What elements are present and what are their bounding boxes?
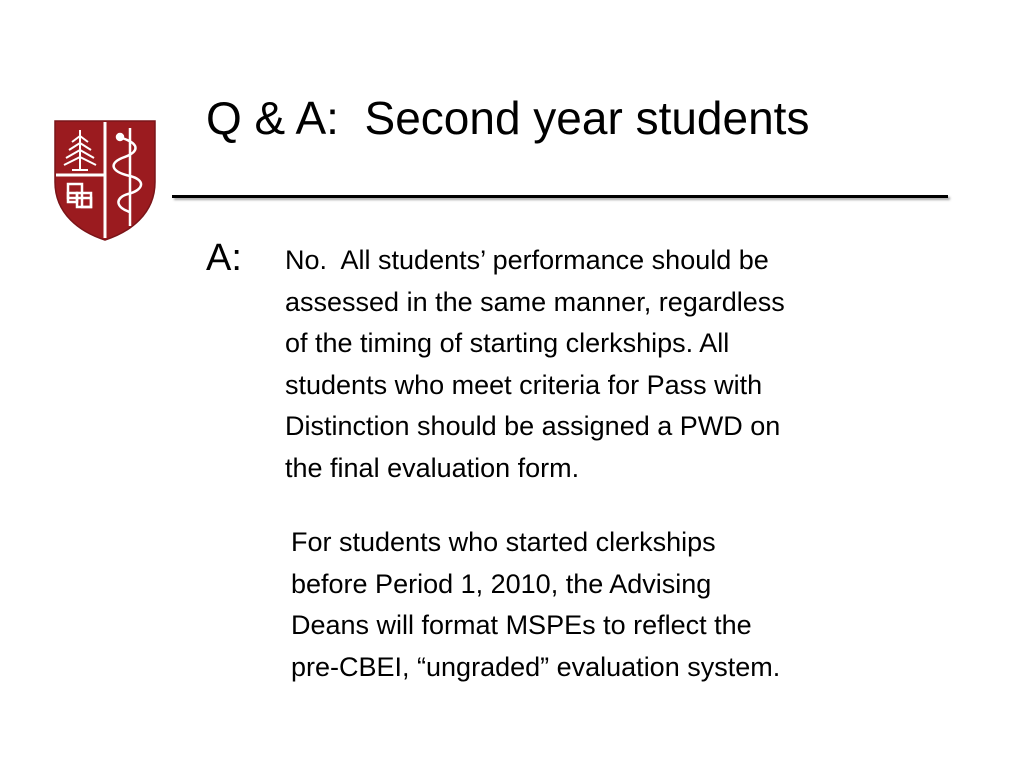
note-line: Deans will format MSPEs to reflect the (291, 610, 752, 640)
title-underline (172, 195, 948, 198)
note-line: pre-CBEI, “ungraded” evaluation system. (291, 651, 781, 682)
answer-line: students who meet criteria for Pass with (285, 369, 763, 400)
stanford-medicine-shield-icon (52, 118, 158, 242)
answer-paragraph (285, 240, 935, 489)
note-line: before Period 1, 2010, the Advising (291, 568, 712, 599)
answer-line: the final evaluation form. (285, 452, 580, 483)
answer-line: No. All students’ performance should be (285, 245, 769, 275)
note-paragraph (291, 522, 931, 688)
note-line: For students who started clerkships (291, 527, 716, 557)
answer-line: of the timing of starting clerkships. All (285, 328, 730, 358)
answer-line: assessed in the same manner, regardless (285, 286, 785, 317)
answer-prefix: A: (206, 237, 242, 279)
answer-line: Distinction should be assigned a PWD on (285, 411, 781, 441)
slide-title: Q & A: Second year students (206, 92, 810, 144)
